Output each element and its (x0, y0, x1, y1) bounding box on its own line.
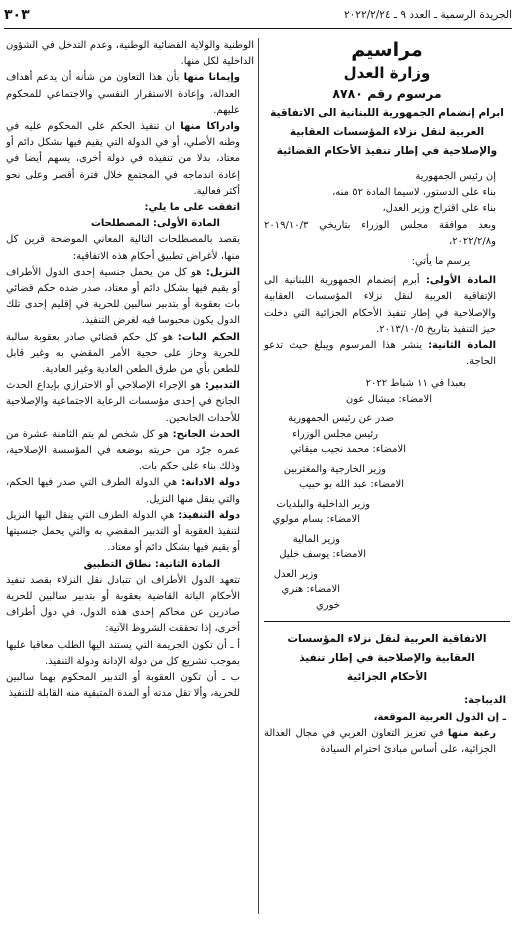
definition-label: النزيل: (205, 266, 240, 278)
paragraph (6, 119, 254, 200)
paragraph: الوطنية والولاية القضائية الوطنية، وعدم التدخل في الشؤون الداخلية لكل منها. (6, 40, 254, 68)
definition-text: هو كل من يحمل جنسية إحدى الدول الأطراف أو يقيم فيها بشكل دائم أو معتاد، صدر ضده حكم قضائي بات بعقوبة أو بتدبير سالبين للحرية في إقليم إحدى تلك الدول يكون محبوسا فيه لغرض التنفيذ. (6, 266, 240, 327)
signature-line: الامضاء: عبد الله بو حبيب (298, 479, 404, 491)
article-heading: المادة الأولى: المصطلحات (90, 218, 220, 230)
desire-text: في تعزيز التعاون العربي في مجال العدالة الجزائية، على أساس مبادئ احترام السيادة (264, 727, 496, 756)
definition-label: التدبير: (204, 380, 240, 392)
left-column (6, 38, 254, 930)
running-title: الجريدة الرسمية ـ العدد ٩ ـ ٢٠٢٢/٢/٢٤ (344, 9, 512, 21)
decree-number: مرسوم رقم ٨٧٨٠ (332, 86, 442, 101)
section-title: مراسيم (351, 39, 423, 61)
definition (6, 508, 254, 557)
article-1-label: المادة الأولى: (425, 275, 496, 287)
definition-label: الحكم البات: (177, 331, 240, 343)
definition (6, 330, 254, 379)
decrees-line: يرسم ما يأتي: (411, 256, 470, 268)
definition-text: هي الدولة الطرف التي ينقل اليها النزيل لتنفيذ العقوبة أو التدبير المقضي به والتي يحمل جنسيتها أو يقيم فيها بشكل دائم أو معتاد. (6, 509, 240, 554)
signature-line: وزير العدل (273, 568, 318, 580)
article-2-text: ينشر هذا المرسوم ويبلغ حيث تدعو الحاجة. (264, 340, 496, 368)
preamble-line: وبعد موافقة مجلس الوزراء بتاريخي ٢٠١٩/١٠/٣ و٢٠٢٢/٢/٨، (264, 219, 496, 247)
definition (6, 475, 254, 507)
signature-line: الامضاء: محمد نجيب ميقاتي (290, 444, 406, 456)
signature-line: صدر عن رئيس الجمهورية (288, 413, 394, 425)
signature-line: وزير الداخلية والبلديات (276, 498, 370, 510)
article-2 (264, 338, 510, 370)
article-1-text: أبرم إنضمام الجمهورية اللبنانية الى الإتفاقية العربية لنقل نزلاء المؤسسات العقابية والإصلاحية في إطار تنفيذ الأحكام الجزائية التي دخلت حيز التنفيذ بتاريخ ٢٠١٣/١٠/٥. (264, 275, 496, 335)
preamble-line: إن رئيس الجمهورية (415, 171, 496, 182)
paragraph-label: وادراكا منها (180, 121, 240, 133)
paragraph-text: بأن هذا التعاون من شأنه أن يدعم أهداف العدالة، وإعادة الاستقرار النفسي والاجتماعي للمحكوم عليهم. (6, 72, 240, 116)
column-divider (258, 38, 259, 914)
convention-title: الاتفاقية العربية لنقل نزلاء المؤسسات العقابية والإصلاحية في إطار تنفيذ الأحكام الجزائية (287, 633, 487, 684)
preamble-heading: الديباجة: (464, 695, 506, 707)
signature-line: رئيس مجلس الوزراء (292, 428, 378, 440)
signature-line: الامضاء: يوسف خليل (279, 549, 366, 561)
condition-item: أ ـ أن تكون الجريمة التي يستند اليها الطلب معاقبا عليها بموجب تشريع كل من دولة الإدانة ودولة التنفيذ. (6, 639, 240, 667)
page-number: ٣٠٣ (4, 7, 30, 23)
definition-label: الحدث الجانح: (172, 428, 240, 440)
signature-line: الامضاء: ميشال عون (345, 393, 432, 405)
signature-date: بعبدا في ١١ شباط ٢٠٢٢ (365, 378, 466, 390)
definition-text: هو الإجراء الإصلاحي أو الاحترازي بإيداع الحدث الجانح في إحدى مؤسسات الرعاية الاجتماعية والإصلاحية للأحداث الجانحين. (6, 380, 240, 424)
article-2-paragraph: تتعهد الدول الأطراف ان تتبادل نقل النزلاء بقصد تنفيذ الأحكام الباتة القاضية بعقوبة أو بتدبير سالبين للحرية صادرين عن محاكم إحدى هذه الدول، في دول أطراف أخرى، إذا تحققت الشروط الآتية: (6, 574, 240, 635)
article-heading: المادة الثانية: نطاق التطبيق (83, 558, 220, 570)
article-2-label: المادة الثانية: (428, 340, 496, 352)
decree-title: ابرام إنضمام الجمهورية اللبنانية الى الاتفاقية العربية لنقل نزلاء المؤسسات العقابية والإصلاحية في إطار تنفيذ الأحكام القضائية (270, 107, 504, 157)
signature-line: الامضاء: هنري خوري (281, 584, 340, 611)
paragraph-label: وإيمانا منها (183, 72, 240, 84)
condition-item: ب ـ أن تكون العقوبة أو التدبير المحكوم بهما سالبين للحرية، وألا تقل مدته أو المدة المتبقية منه القابلة للتنفيذ (6, 671, 240, 700)
definition (6, 427, 254, 476)
article-intro: يقصد بالمصطلحات التالية المعاني الموضحة قرين كل منها، لأغراض تطبيق أحكام هذه الاتفاقية: (6, 234, 240, 262)
article-1 (264, 273, 510, 338)
definition (6, 378, 254, 427)
preamble-line: بناء على اقتراح وزير العدل، (382, 203, 496, 215)
desire-label: رغبة منها (447, 727, 496, 739)
paragraph-text: ان تنفيذ الحكم على المحكوم عليه في وطنه الأصلي، أو في الدولة التي يقيم فيها بشكل دائم أو معتاد، بدلا من تنفيذه في دولة أخرى، يسهم أيضا في إعادة اندماجه في المجتمع خلال فترة أقصر وعلى نحو أكثر فعالية. (6, 121, 240, 197)
paragraph (6, 70, 254, 119)
signatures-block (264, 376, 510, 613)
definition-label: دولة التنفيذ: (178, 509, 240, 521)
preamble-line: بناء على الدستور، لاسيما المادة ٥٢ منه، (332, 187, 496, 199)
definition-label: دولة الادانة: (181, 477, 240, 489)
definition-text: هي الدولة الطرف التي صدر فيها الحكم، والتي ينقل منها النزيل. (6, 477, 240, 505)
ministry-title: وزارة العدل (343, 64, 431, 82)
definition-text: هو كل حكم قضائي صادر بعقوبة سالبة للحرية وحاز على حجية الأمر المقضي به وغير قابل للطعن بأي من طرق الطعن العادية وغير العادية. (6, 331, 240, 376)
desire-paragraph (264, 726, 510, 758)
signature-line: وزير الخارجية والمغتربين (283, 463, 386, 475)
header-rule (4, 28, 512, 29)
signature-line: الامضاء: بسام مولوي (272, 514, 360, 526)
signature-line: وزير المالية (292, 533, 340, 545)
page-header (4, 6, 512, 24)
agreed-heading: اتفقت على ما يلي: (144, 202, 240, 214)
definition-text: هو كل شخص لم يتم الثامنة عشرة من عمره جرّد من حريته بوضعه في المؤسسة الإصلاحية، وذلك بناء على حكم بات. (6, 428, 240, 473)
right-column (264, 38, 510, 930)
definition (6, 265, 254, 330)
parties-line: ـ إن الدول العربية الموقعة، (373, 711, 506, 723)
section-separator (264, 621, 510, 622)
